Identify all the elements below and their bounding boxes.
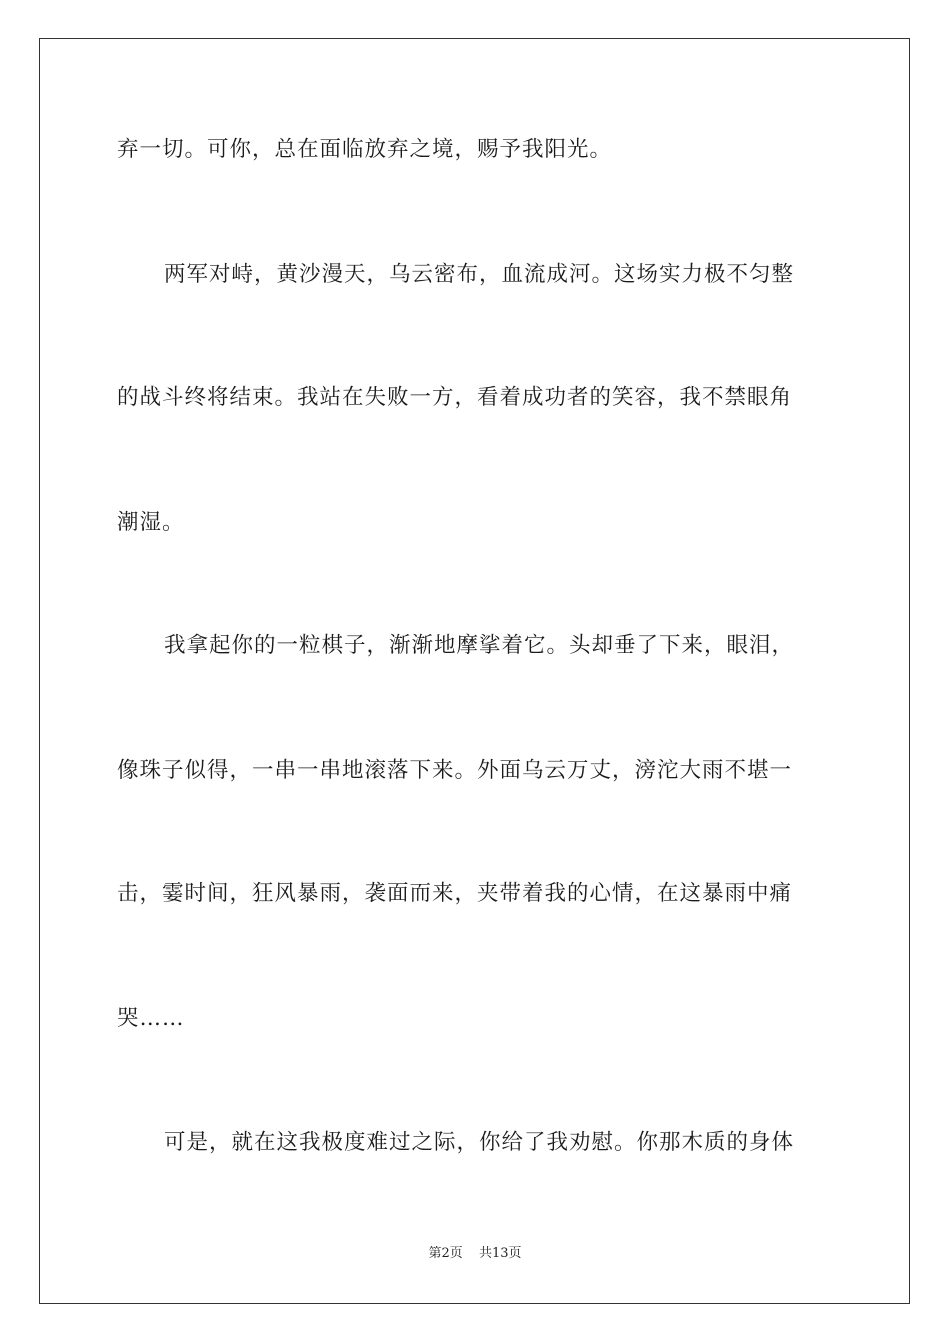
- page-border: [39, 38, 910, 1304]
- text-line-9: 可是，就在这我极度难过之际，你给了我劝慰。你那木质的身体: [164, 1130, 795, 1155]
- page-footer: [0, 1245, 950, 1263]
- text-line-6: 像珠子似得，一串一串地滚落下来。外面乌云万丈，滂沱大雨不堪一: [117, 758, 793, 783]
- text-line-7: 击，霎时间，狂风暴雨，袭面而来，夹带着我的心情，在这暴雨中痛: [117, 881, 793, 906]
- text-line-2: 两军对峙，黄沙漫天，乌云密布，血流成河。这场实力极不匀整: [164, 262, 795, 287]
- page-total: 共13页: [478, 1246, 522, 1261]
- text-line-5: 我拿起你的一粒棋子，渐渐地摩挲着它。头却垂了下来，眼泪，: [164, 633, 795, 658]
- text-line-8: 哭……: [117, 1006, 185, 1031]
- page-number: 第2页: [428, 1246, 463, 1261]
- text-line-3: 的战斗终将结束。我站在失败一方，看着成功者的笑容，我不禁眼角: [117, 385, 793, 410]
- text-line-1: 弃一切。可你，总在面临放弃之境，赐予我阳光。: [117, 137, 613, 162]
- text-line-4: 潮湿。: [117, 510, 185, 535]
